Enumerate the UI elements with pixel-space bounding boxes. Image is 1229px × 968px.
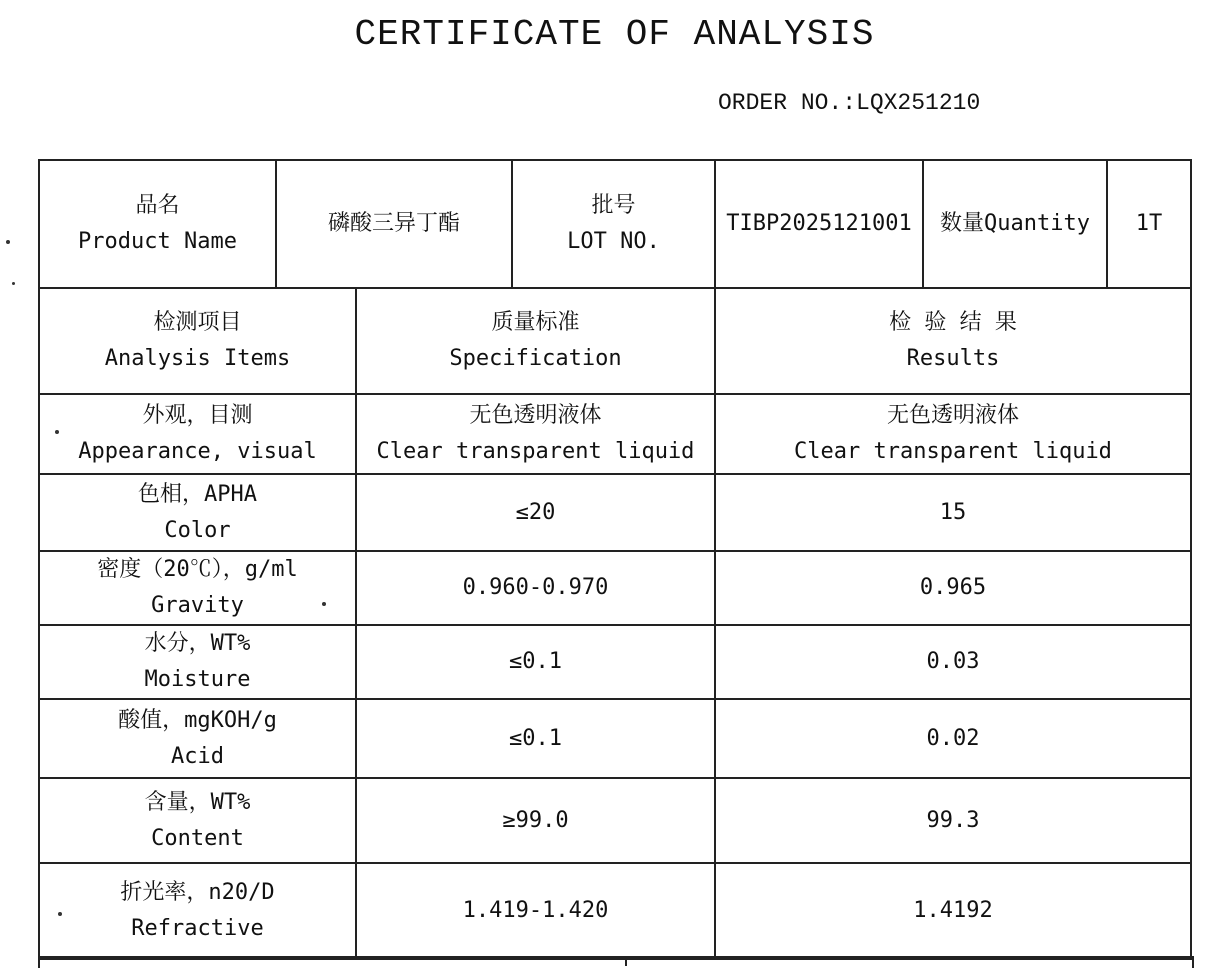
order-number: ORDER NO.:LQX251210 xyxy=(718,90,981,116)
table-row xyxy=(39,625,1191,699)
table-row xyxy=(39,474,1191,551)
lot-number-label-en: LOT NO. xyxy=(567,229,660,254)
product-header-row xyxy=(39,160,1191,288)
row-item-en: Content xyxy=(151,825,244,851)
row-item xyxy=(39,863,356,959)
product-name-label xyxy=(39,160,276,288)
table-row xyxy=(39,394,1191,474)
scan-speck xyxy=(12,282,15,285)
table-row xyxy=(39,863,1191,959)
scan-speck xyxy=(58,912,62,916)
row-item xyxy=(39,778,356,863)
row-spec: 1.419-1.420 xyxy=(356,863,715,959)
row-item-cn: 折光率，n20/D xyxy=(120,880,275,905)
analysis-table xyxy=(38,287,1192,960)
row-result: 0.02 xyxy=(715,699,1191,778)
lot-number-value: TIBP2025121001 xyxy=(715,160,923,288)
row-item-cn: 水分，WT% xyxy=(144,631,251,656)
column-header-items-en: Analysis Items xyxy=(104,346,291,371)
row-item-en: Refractive xyxy=(131,916,264,941)
row-item xyxy=(39,551,356,625)
row-spec xyxy=(356,394,715,474)
row-item-cn: 色相，APHA xyxy=(138,481,257,507)
column-header-spec-cn: 质量标准 xyxy=(491,310,580,335)
column-header-results-cn: 检 验 结 果 xyxy=(889,310,1017,335)
row-result: 99.3 xyxy=(715,778,1191,863)
row-result: 0.03 xyxy=(715,625,1191,699)
row-item-cn: 密度（20℃），g/ml xyxy=(97,557,298,582)
column-header-spec-en: Specification xyxy=(449,346,622,371)
row-result-en: Clear transparent liquid xyxy=(794,439,1112,464)
row-result xyxy=(715,394,1191,474)
row-item-en: Gravity xyxy=(151,593,244,618)
row-item-en: Moisture xyxy=(144,667,251,692)
lot-number-label xyxy=(512,160,715,288)
row-spec: ≤0.1 xyxy=(356,699,715,778)
row-spec-cn: 无色透明液体 xyxy=(469,403,602,428)
product-header-table xyxy=(38,159,1192,289)
column-header-row xyxy=(39,288,1191,394)
product-name-value: 磷酸三异丁酯 xyxy=(276,160,512,288)
quantity-label: 数量Quantity xyxy=(923,160,1107,288)
row-item xyxy=(39,625,356,699)
row-item-cn: 酸值，mgKOH/g xyxy=(118,707,277,733)
quantity-value: 1T xyxy=(1107,160,1191,288)
row-result-cn: 无色透明液体 xyxy=(886,403,1019,428)
row-item xyxy=(39,699,356,778)
row-spec: ≤20 xyxy=(356,474,715,551)
row-spec: ≤0.1 xyxy=(356,625,715,699)
product-name-label-en: Product Name xyxy=(78,229,237,254)
scan-speck xyxy=(6,240,10,244)
column-header-items xyxy=(39,288,356,394)
row-item-en: Color xyxy=(164,517,231,543)
row-item-en: Appearance, visual xyxy=(78,439,317,464)
product-name-label-cn: 品名 xyxy=(135,193,180,218)
row-item-en: Acid xyxy=(171,743,224,769)
row-spec: ≥99.0 xyxy=(356,778,715,863)
row-item-cn: 外观，目测 xyxy=(142,403,253,428)
next-table-border xyxy=(38,956,1194,968)
row-spec-en: Clear transparent liquid xyxy=(376,439,695,464)
lot-number-label-cn: 批号 xyxy=(591,193,636,218)
column-header-items-cn: 检测项目 xyxy=(153,310,242,335)
scan-speck xyxy=(322,602,326,606)
row-item xyxy=(39,474,356,551)
column-header-spec xyxy=(356,288,715,394)
column-header-results xyxy=(715,288,1191,394)
table-row xyxy=(39,778,1191,863)
row-item-cn: 含量，WT% xyxy=(144,789,251,815)
row-result: 1.4192 xyxy=(715,863,1191,959)
row-result: 15 xyxy=(715,474,1191,551)
row-result: 0.965 xyxy=(715,551,1191,625)
table-row xyxy=(39,551,1191,625)
row-spec: 0.960-0.970 xyxy=(356,551,715,625)
scan-speck xyxy=(55,430,59,434)
column-header-results-en: Results xyxy=(906,346,1000,371)
next-table-divider xyxy=(625,956,627,966)
table-row xyxy=(39,699,1191,778)
document-title: CERTIFICATE OF ANALYSIS xyxy=(354,14,875,55)
row-item xyxy=(39,394,356,474)
